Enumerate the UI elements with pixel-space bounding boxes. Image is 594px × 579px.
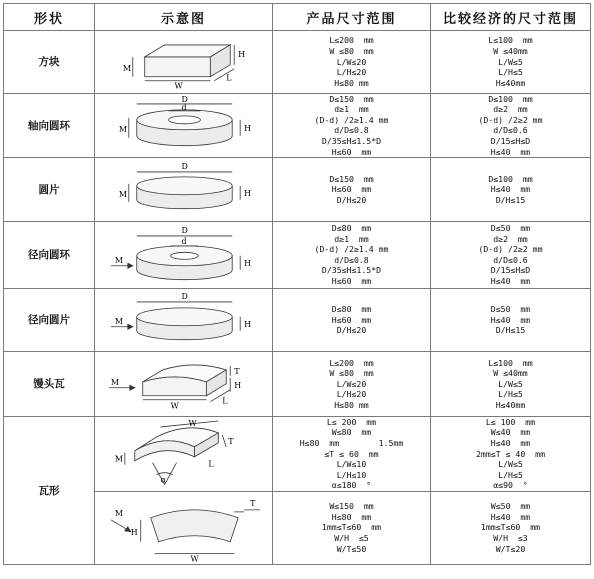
spec-line: D/H≤15 bbox=[495, 325, 526, 336]
economic-range bbox=[431, 158, 591, 222]
dim-label: H bbox=[238, 49, 246, 59]
spec-line: L/H≤10 bbox=[336, 469, 367, 480]
spec-line: 1mm≤T≤60 mm bbox=[480, 522, 541, 533]
axial-ring-diagram-svg bbox=[95, 94, 272, 158]
economic-range bbox=[431, 416, 591, 491]
product-range bbox=[273, 93, 431, 158]
dim-label: H bbox=[244, 189, 252, 199]
spec-line: L/H≤5 bbox=[498, 67, 523, 78]
spec-line: (D-d) /2≥1.4 mm bbox=[314, 244, 389, 255]
dim-label: T bbox=[228, 436, 234, 446]
spec-line: W/H ≤5 bbox=[334, 533, 369, 544]
header-economic-range: 比较经济的尺寸范围 bbox=[431, 4, 591, 31]
spec-line: W ≤80 mm bbox=[329, 45, 374, 56]
dim-label: T bbox=[250, 498, 256, 508]
economic-range bbox=[431, 221, 591, 288]
row-radial-ring bbox=[4, 221, 591, 288]
dim-label: H bbox=[130, 527, 138, 537]
spec-line: H≤40 mm bbox=[490, 314, 531, 325]
spec-line: L/W≤5 bbox=[498, 378, 523, 389]
diagram-axial-ring bbox=[95, 93, 273, 158]
row-axial-ring bbox=[4, 93, 591, 158]
spec-line: L/W≤20 bbox=[336, 378, 367, 389]
dim-label: D bbox=[181, 291, 188, 301]
spec-line: L≤100 mm bbox=[488, 35, 533, 46]
spec-line: H≤40 mm bbox=[490, 146, 531, 157]
spec-line: W≤80 mm bbox=[331, 427, 372, 438]
dim-label: L bbox=[222, 396, 228, 406]
dim-label: W bbox=[188, 419, 197, 429]
spec-line: H≤80 mm 1.5mm bbox=[299, 437, 404, 448]
spec-line: W ≤80 mm bbox=[329, 368, 374, 379]
dim-label: d bbox=[181, 236, 187, 246]
dim-label: W bbox=[174, 81, 183, 91]
spec-line: H≤80 mm bbox=[331, 511, 372, 522]
spec-line: H≤60 mm bbox=[331, 275, 372, 286]
shape-name: 方块 bbox=[4, 31, 95, 94]
spec-line: W ≤40mm bbox=[493, 45, 528, 56]
product-range bbox=[273, 158, 431, 222]
header-shape: 形状 bbox=[4, 4, 95, 31]
diagram-bread-tile bbox=[95, 352, 273, 417]
spec-line: d≥2 mm bbox=[493, 104, 528, 115]
dim-label: M bbox=[118, 124, 128, 134]
dim-label: T bbox=[234, 367, 240, 377]
spec-line: W/T≤20 bbox=[495, 543, 526, 554]
product-range bbox=[273, 416, 431, 491]
spec-line: L/H≤20 bbox=[336, 389, 367, 400]
spec-table bbox=[3, 3, 591, 565]
diagram-block bbox=[95, 31, 273, 94]
spec-line: H≤80 mm bbox=[334, 399, 369, 410]
bread-tile-diagram-svg bbox=[95, 352, 272, 416]
spec-line: d/D≤0.8 bbox=[334, 254, 369, 265]
spec-line: d≥1 mm bbox=[334, 233, 369, 244]
spec-line: D/15≤H≤D bbox=[490, 265, 531, 276]
spec-line: W ≤40mm bbox=[493, 368, 528, 379]
product-range bbox=[273, 221, 431, 288]
dim-label: M bbox=[114, 508, 124, 518]
spec-line: 2mm≤T ≤ 40 mm bbox=[475, 448, 545, 459]
row-radial-disc bbox=[4, 288, 591, 352]
shape-name: 轴向圆环 bbox=[4, 93, 95, 158]
spec-line: L≤100 mm bbox=[488, 357, 533, 368]
economic-range bbox=[431, 93, 591, 158]
dim-label: M bbox=[110, 377, 120, 387]
spec-line: D/35≤H≤1.5*D bbox=[321, 265, 382, 276]
spec-line: L/H≤20 bbox=[336, 67, 367, 78]
spec-line: H≤40 mm bbox=[490, 511, 531, 522]
dim-label: D bbox=[181, 225, 188, 235]
spec-line: L/H≤5 bbox=[498, 469, 523, 480]
diagram-radial-disc bbox=[95, 288, 273, 352]
economic-range bbox=[431, 31, 591, 94]
dim-label: M bbox=[114, 316, 124, 326]
spec-line: L≤200 mm bbox=[329, 35, 374, 46]
spec-line: W≤150 mm bbox=[329, 501, 374, 512]
spec-line: 1mm≤T≤60 mm bbox=[321, 522, 382, 533]
dim-label: L bbox=[208, 459, 214, 469]
spec-line: H≤40 mm bbox=[490, 275, 531, 286]
diagram-disc bbox=[95, 158, 273, 222]
spec-line: D≤100 mm bbox=[488, 173, 533, 184]
spec-line: W/H ≤3 bbox=[493, 533, 528, 544]
dim-label: L bbox=[226, 73, 232, 83]
spec-line: L/H≤5 bbox=[498, 389, 523, 400]
row-block bbox=[4, 31, 591, 94]
spec-line: H≤80 mm bbox=[334, 77, 369, 88]
shape-name: 径向圆片 bbox=[4, 288, 95, 352]
spec-line: D/35≤H≤1.5*D bbox=[321, 136, 382, 147]
spec-line: W≤40 mm bbox=[490, 427, 531, 438]
dim-label: H bbox=[244, 123, 252, 133]
dim-label: d bbox=[181, 102, 187, 112]
dim-label: M bbox=[114, 255, 124, 265]
spec-line: D≤100 mm bbox=[488, 93, 533, 104]
radial-disc-diagram-svg bbox=[95, 289, 272, 352]
spec-line: α≤90 ° bbox=[493, 480, 528, 491]
spec-line: L≤ 100 mm bbox=[485, 416, 536, 427]
block-diagram-svg bbox=[95, 31, 272, 93]
header-product-range: 产品尺寸范围 bbox=[273, 4, 431, 31]
spec-line: D/H≤20 bbox=[336, 325, 367, 336]
disc-diagram-svg bbox=[95, 158, 272, 221]
spec-line: H≤60 mm bbox=[331, 184, 372, 195]
spec-line: α≤180 ° bbox=[331, 480, 372, 491]
spec-line: D≤150 mm bbox=[329, 93, 374, 104]
spec-line: W/T≤50 bbox=[336, 543, 367, 554]
arc-tile-diagram-svg bbox=[95, 417, 272, 491]
diagram-arc-tile bbox=[95, 416, 273, 491]
spec-line: H≤60 mm bbox=[331, 314, 372, 325]
dim-label: W bbox=[170, 401, 179, 411]
spec-line: H≤60 mm bbox=[331, 146, 372, 157]
dim-label: M bbox=[114, 454, 124, 464]
product-range bbox=[273, 491, 431, 564]
spec-line: (D-d) /2≥2 mm bbox=[478, 114, 543, 125]
spec-line: L/W≤5 bbox=[498, 56, 523, 67]
dim-label: H bbox=[244, 258, 252, 268]
curved-segment-diagram-svg bbox=[95, 492, 272, 564]
spec-line: L/W≤10 bbox=[336, 459, 367, 470]
spec-line: H≤40 mm bbox=[490, 437, 531, 448]
spec-line: D/H≤20 bbox=[336, 194, 367, 205]
product-range bbox=[273, 31, 431, 94]
spec-line: D/15≤H≤D bbox=[490, 136, 531, 147]
header-row bbox=[4, 4, 591, 31]
dim-label: α bbox=[160, 475, 167, 485]
shape-name: 馒头瓦 bbox=[4, 352, 95, 417]
spec-line: H≤40mm bbox=[495, 77, 526, 88]
row-tile-1 bbox=[4, 416, 591, 491]
spec-line: ≤T ≤ 60 mm bbox=[324, 448, 379, 459]
spec-line: D≤150 mm bbox=[329, 173, 374, 184]
shape-name: 径向圆环 bbox=[4, 221, 95, 288]
diagram-curved-segment bbox=[95, 491, 273, 564]
row-disc bbox=[4, 158, 591, 222]
spec-line: L/W≤20 bbox=[336, 56, 367, 67]
dim-label: H bbox=[234, 380, 242, 390]
header-diagram: 示意图 bbox=[95, 4, 273, 31]
spec-line: d/D≤0.6 bbox=[493, 254, 528, 265]
spec-line: H≤40mm bbox=[495, 399, 526, 410]
spec-line: d/D≤0.6 bbox=[493, 125, 528, 136]
radial-ring-diagram-svg bbox=[95, 222, 272, 288]
shape-name: 瓦形 bbox=[4, 416, 95, 564]
spec-line: D≤50 mm bbox=[490, 303, 531, 314]
spec-line: (D-d) /2≥2 mm bbox=[478, 244, 543, 255]
dim-label: D bbox=[181, 94, 188, 104]
diagram-radial-ring bbox=[95, 221, 273, 288]
dim-label: M bbox=[122, 63, 131, 73]
shape-name: 圆片 bbox=[4, 158, 95, 222]
dim-label: M bbox=[118, 190, 128, 200]
row-bread-tile bbox=[4, 352, 591, 417]
dim-label: W bbox=[190, 554, 199, 564]
spec-line: D≤80 mm bbox=[331, 303, 372, 314]
spec-line: d≥2 mm bbox=[493, 233, 528, 244]
spec-line: L≤ 200 mm bbox=[326, 416, 377, 427]
spec-line: D/H≤15 bbox=[495, 194, 526, 205]
product-range bbox=[273, 352, 431, 417]
spec-line: (D-d) /2≥1.4 mm bbox=[314, 114, 389, 125]
spec-line: L/W≤5 bbox=[498, 459, 523, 470]
economic-range bbox=[431, 288, 591, 352]
dim-label: H bbox=[244, 319, 252, 329]
spec-line: d≥1 mm bbox=[334, 104, 369, 115]
spec-line: H≤40 mm bbox=[490, 184, 531, 195]
spec-line: L≤200 mm bbox=[329, 357, 374, 368]
product-range bbox=[273, 288, 431, 352]
economic-range bbox=[431, 352, 591, 417]
spec-line: D≤80 mm bbox=[331, 222, 372, 233]
spec-line: D≤50 mm bbox=[490, 222, 531, 233]
spec-line: W≤50 mm bbox=[490, 501, 531, 512]
spec-line: d/D≤0.8 bbox=[334, 125, 369, 136]
dim-label: D bbox=[181, 162, 188, 172]
economic-range bbox=[431, 491, 591, 564]
